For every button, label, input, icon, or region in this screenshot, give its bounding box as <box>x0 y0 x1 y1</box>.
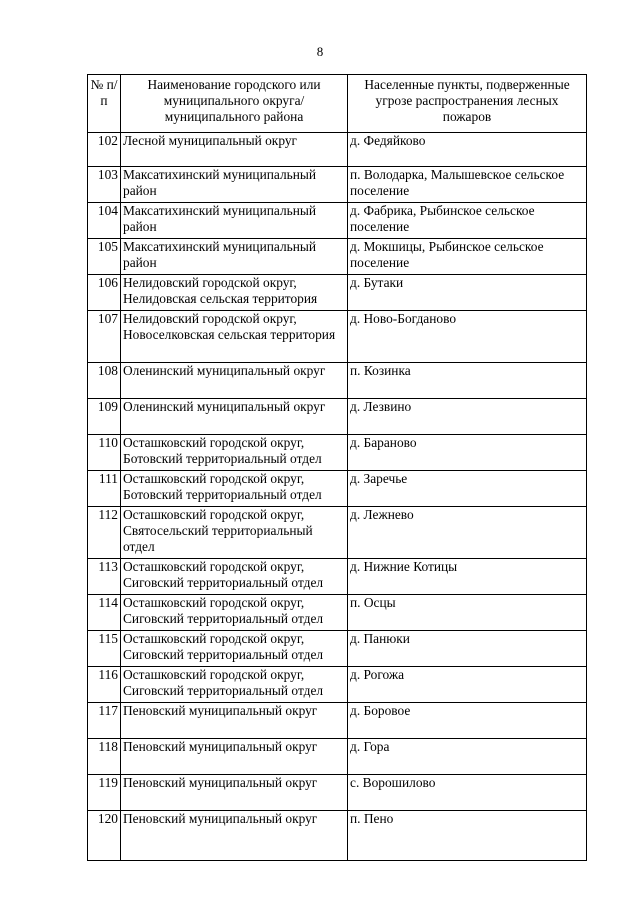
row-district: Осташковский городской округ, Ботовский территориальный отдел <box>121 471 348 507</box>
table-row <box>88 811 587 861</box>
row-number: 104 <box>88 203 121 239</box>
row-places: д. Бараново <box>348 435 587 471</box>
row-number: 113 <box>88 559 121 595</box>
row-number: 108 <box>88 363 121 399</box>
row-district: Осташковский городской округ, Сиговский территориальный отдел <box>121 667 348 703</box>
header-district: Наименование городского или муниципального округа/муниципального района <box>121 75 348 133</box>
row-number: 116 <box>88 667 121 703</box>
row-number: 110 <box>88 435 121 471</box>
row-places: д. Бутаки <box>348 275 587 311</box>
table-row <box>88 133 587 167</box>
row-places: с. Ворошилово <box>348 775 587 811</box>
table-row <box>88 167 587 203</box>
row-places: п. Пено <box>348 811 587 861</box>
table-row <box>88 775 587 811</box>
table-row <box>88 239 587 275</box>
row-places: д. Мокшицы, Рыбинское сельское поселение <box>348 239 587 275</box>
row-places: д. Боровое <box>348 703 587 739</box>
row-district: Лесной муниципальный округ <box>121 133 348 167</box>
table-row <box>88 471 587 507</box>
row-places: д. Лезвино <box>348 399 587 435</box>
table-row <box>88 311 587 363</box>
row-places: д. Фабрика, Рыбинское сельское поселение <box>348 203 587 239</box>
table-row <box>88 667 587 703</box>
row-number: 120 <box>88 811 121 861</box>
row-district: Осташковский городской округ, Сиговский территориальный отдел <box>121 595 348 631</box>
row-places: п. Осцы <box>348 595 587 631</box>
row-places: д. Ново-Богданово <box>348 311 587 363</box>
row-places: д. Гора <box>348 739 587 775</box>
row-number: 102 <box>88 133 121 167</box>
row-district: Максатихинский муниципальный район <box>121 239 348 275</box>
row-places: д. Нижние Котицы <box>348 559 587 595</box>
row-district: Максатихинский муниципальный район <box>121 167 348 203</box>
row-number: 105 <box>88 239 121 275</box>
row-number: 109 <box>88 399 121 435</box>
row-places: д. Панюки <box>348 631 587 667</box>
row-district: Оленинский муниципальный округ <box>121 399 348 435</box>
row-district: Пеновский муниципальный округ <box>121 703 348 739</box>
header-num: № п/п <box>88 75 121 133</box>
row-district: Нелидовский городской округ, Новоселковская сельская территория <box>121 311 348 363</box>
row-district: Оленинский муниципальный округ <box>121 363 348 399</box>
table-row <box>88 275 587 311</box>
row-district: Осташковский городской округ, Сиговский территориальный отдел <box>121 631 348 667</box>
table-row <box>88 507 587 559</box>
row-district: Осташковский городской округ, Святосельский территориальный отдел <box>121 507 348 559</box>
row-district: Пеновский муниципальный округ <box>121 775 348 811</box>
row-places: д. Рогожа <box>348 667 587 703</box>
table-row <box>88 203 587 239</box>
table-row <box>88 399 587 435</box>
page-number: 8 <box>316 44 324 59</box>
row-places: д. Лежнево <box>348 507 587 559</box>
row-number: 115 <box>88 631 121 667</box>
row-places: п. Володарка, Малышевское сельское поселение <box>348 167 587 203</box>
row-district: Пеновский муниципальный округ <box>121 811 348 861</box>
table-row <box>88 631 587 667</box>
row-places: д. Заречье <box>348 471 587 507</box>
table-header-row <box>88 75 587 133</box>
row-number: 114 <box>88 595 121 631</box>
row-places: п. Козинка <box>348 363 587 399</box>
row-district: Нелидовский городской округ, Нелидовская сельская территория <box>121 275 348 311</box>
row-district: Осташковский городской округ, Сиговский территориальный отдел <box>121 559 348 595</box>
row-district: Максатихинский муниципальный район <box>121 203 348 239</box>
row-district: Пеновский муниципальный округ <box>121 739 348 775</box>
settlements-table <box>87 74 587 861</box>
row-district: Осташковский городской округ, Ботовский территориальный отдел <box>121 435 348 471</box>
row-number: 117 <box>88 703 121 739</box>
table-row <box>88 435 587 471</box>
table-row <box>88 595 587 631</box>
row-number: 119 <box>88 775 121 811</box>
row-number: 112 <box>88 507 121 559</box>
header-places: Населенные пункты, подверженные угрозе распространения лесных пожаров <box>348 75 587 133</box>
row-number: 106 <box>88 275 121 311</box>
row-number: 103 <box>88 167 121 203</box>
row-number: 107 <box>88 311 121 363</box>
table-row <box>88 559 587 595</box>
table-row <box>88 739 587 775</box>
row-number: 111 <box>88 471 121 507</box>
row-number: 118 <box>88 739 121 775</box>
table-row <box>88 703 587 739</box>
row-places: д. Федяйково <box>348 133 587 167</box>
table-row <box>88 363 587 399</box>
